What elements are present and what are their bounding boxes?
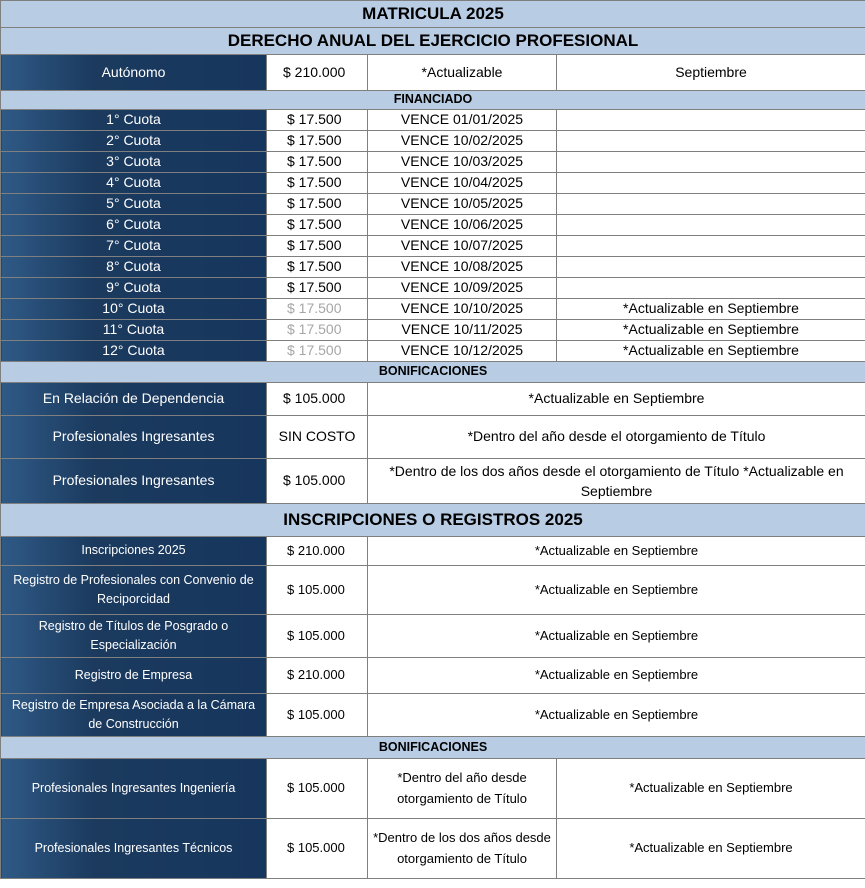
cuota-label: 12° Cuota bbox=[1, 341, 267, 362]
cuota-note bbox=[557, 278, 865, 299]
bonificacion-row bbox=[1, 459, 865, 504]
bonificacion-amount: $ 105.000 bbox=[267, 383, 368, 416]
inscripciones-heading: INSCRIPCIONES O REGISTROS 2025 bbox=[1, 504, 865, 537]
cuota-amount: $ 17.500 bbox=[267, 341, 368, 362]
cuota-due-date: VENCE 10/07/2025 bbox=[368, 236, 557, 257]
inscripcion-note: *Actualizable en Septiembre bbox=[368, 537, 865, 566]
cuota-label: 10° Cuota bbox=[1, 299, 267, 320]
bonificacion-amount: SIN COSTO bbox=[267, 416, 368, 459]
inscripcion-row bbox=[1, 615, 865, 658]
bonificaciones-heading-2: BONIFICACIONES bbox=[1, 737, 865, 759]
cuota-row bbox=[1, 173, 865, 194]
cuota-label: 6° Cuota bbox=[1, 215, 267, 236]
cuota-row bbox=[1, 152, 865, 173]
cuota-label: 8° Cuota bbox=[1, 257, 267, 278]
cuota-row bbox=[1, 236, 865, 257]
cuota-due-date: VENCE 10/03/2025 bbox=[368, 152, 557, 173]
autonomo-amount: $ 210.000 bbox=[267, 55, 368, 91]
autonomo-row bbox=[1, 55, 865, 91]
cuota-note bbox=[557, 110, 865, 131]
inscripcion-amount: $ 105.000 bbox=[267, 694, 368, 737]
cuota-amount: $ 17.500 bbox=[267, 110, 368, 131]
cuota-row bbox=[1, 341, 865, 362]
inscripcion-note: *Actualizable en Septiembre bbox=[368, 615, 865, 658]
cuota-due-date: VENCE 10/08/2025 bbox=[368, 257, 557, 278]
inscripcion-row bbox=[1, 694, 865, 737]
cuota-note bbox=[557, 173, 865, 194]
cuota-amount: $ 17.500 bbox=[267, 299, 368, 320]
inscripcion-label: Registro de Empresa Asociada a la Cámara de Construcción bbox=[1, 694, 267, 737]
autonomo-note: *Actualizable bbox=[368, 55, 557, 91]
bonificacion-note: *Actualizable en Septiembre bbox=[557, 759, 865, 819]
cuota-row bbox=[1, 110, 865, 131]
cuota-note bbox=[557, 236, 865, 257]
inscripcion-row bbox=[1, 566, 865, 615]
cuota-note bbox=[557, 131, 865, 152]
inscripcion-label: Registro de Empresa bbox=[1, 658, 267, 694]
bonificacion-row bbox=[1, 416, 865, 459]
cuota-note bbox=[557, 194, 865, 215]
bonificacion-label: En Relación de Dependencia bbox=[1, 383, 267, 416]
bonificacion-row bbox=[1, 759, 865, 819]
inscripcion-note: *Actualizable en Septiembre bbox=[368, 658, 865, 694]
bonificacion-label: Profesionales Ingresantes Ingeniería bbox=[1, 759, 267, 819]
bonificacion-row bbox=[1, 383, 865, 416]
bonificacion-row bbox=[1, 819, 865, 879]
cuota-label: 1° Cuota bbox=[1, 110, 267, 131]
inscripcion-label: Registro de Títulos de Posgrado o Especialización bbox=[1, 615, 267, 658]
cuota-amount: $ 17.500 bbox=[267, 278, 368, 299]
cuota-amount: $ 17.500 bbox=[267, 152, 368, 173]
cuota-note bbox=[557, 257, 865, 278]
inscripcion-amount: $ 210.000 bbox=[267, 658, 368, 694]
bonificacion-condition: *Dentro del año desde otorgamiento de Título bbox=[368, 759, 557, 819]
inscripcion-note: *Actualizable en Septiembre bbox=[368, 694, 865, 737]
bonificacion-note: *Actualizable en Septiembre bbox=[368, 383, 865, 416]
cuota-note: *Actualizable en Septiembre bbox=[557, 299, 865, 320]
inscripcion-label: Inscripciones 2025 bbox=[1, 537, 267, 566]
cuota-row bbox=[1, 278, 865, 299]
page-title: MATRICULA 2025 bbox=[1, 1, 865, 28]
bonificacion-note: *Dentro de los dos años desde el otorgamiento de Título *Actualizable en Septiembre bbox=[368, 459, 865, 504]
bonificacion-amount: $ 105.000 bbox=[267, 819, 368, 879]
cuota-label: 7° Cuota bbox=[1, 236, 267, 257]
cuota-row bbox=[1, 131, 865, 152]
inscripcion-row bbox=[1, 537, 865, 566]
bonificacion-amount: $ 105.000 bbox=[267, 759, 368, 819]
cuota-due-date: VENCE 10/02/2025 bbox=[368, 131, 557, 152]
cuota-due-date: VENCE 01/01/2025 bbox=[368, 110, 557, 131]
cuota-row bbox=[1, 194, 865, 215]
bonificacion-label: Profesionales Ingresantes bbox=[1, 459, 267, 504]
cuota-row bbox=[1, 320, 865, 341]
derecho-anual-heading: DERECHO ANUAL DEL EJERCICIO PROFESIONAL bbox=[1, 28, 865, 55]
cuota-amount: $ 17.500 bbox=[267, 257, 368, 278]
cuota-row bbox=[1, 257, 865, 278]
cuota-row bbox=[1, 215, 865, 236]
cuota-due-date: VENCE 10/11/2025 bbox=[368, 320, 557, 341]
cuota-amount: $ 17.500 bbox=[267, 215, 368, 236]
cuota-due-date: VENCE 10/06/2025 bbox=[368, 215, 557, 236]
bonificacion-condition: *Dentro de los dos años desde otorgamiento de Título bbox=[368, 819, 557, 879]
cuota-label: 5° Cuota bbox=[1, 194, 267, 215]
autonomo-month: Septiembre bbox=[557, 55, 865, 91]
inscripcion-row bbox=[1, 658, 865, 694]
cuota-note: *Actualizable en Septiembre bbox=[557, 320, 865, 341]
cuota-label: 3° Cuota bbox=[1, 152, 267, 173]
inscripcion-amount: $ 210.000 bbox=[267, 537, 368, 566]
cuota-amount: $ 17.500 bbox=[267, 320, 368, 341]
cuota-amount: $ 17.500 bbox=[267, 194, 368, 215]
inscripcion-label: Registro de Profesionales con Convenio de Reciporcidad bbox=[1, 566, 267, 615]
cuota-label: 4° Cuota bbox=[1, 173, 267, 194]
inscripcion-note: *Actualizable en Septiembre bbox=[368, 566, 865, 615]
financiado-heading: FINANCIADO bbox=[1, 91, 865, 110]
bonificaciones-heading: BONIFICACIONES bbox=[1, 362, 865, 383]
bonificacion-amount: $ 105.000 bbox=[267, 459, 368, 504]
cuota-note bbox=[557, 215, 865, 236]
cuota-label: 11° Cuota bbox=[1, 320, 267, 341]
bonificacion-label: Profesionales Ingresantes Técnicos bbox=[1, 819, 267, 879]
inscripcion-amount: $ 105.000 bbox=[267, 615, 368, 658]
cuota-due-date: VENCE 10/09/2025 bbox=[368, 278, 557, 299]
bonificacion-note: *Dentro del año desde el otorgamiento de Título bbox=[368, 416, 865, 459]
cuota-amount: $ 17.500 bbox=[267, 173, 368, 194]
cuota-note bbox=[557, 152, 865, 173]
bonificacion-note: *Actualizable en Septiembre bbox=[557, 819, 865, 879]
cuota-due-date: VENCE 10/12/2025 bbox=[368, 341, 557, 362]
autonomo-label: Autónomo bbox=[1, 55, 267, 91]
cuota-label: 9° Cuota bbox=[1, 278, 267, 299]
cuota-amount: $ 17.500 bbox=[267, 236, 368, 257]
cuota-row bbox=[1, 299, 865, 320]
cuota-due-date: VENCE 10/05/2025 bbox=[368, 194, 557, 215]
cuota-amount: $ 17.500 bbox=[267, 131, 368, 152]
cuota-note: *Actualizable en Septiembre bbox=[557, 341, 865, 362]
inscripcion-amount: $ 105.000 bbox=[267, 566, 368, 615]
bonificacion-label: Profesionales Ingresantes bbox=[1, 416, 267, 459]
cuota-due-date: VENCE 10/10/2025 bbox=[368, 299, 557, 320]
cuota-label: 2° Cuota bbox=[1, 131, 267, 152]
cuota-due-date: VENCE 10/04/2025 bbox=[368, 173, 557, 194]
